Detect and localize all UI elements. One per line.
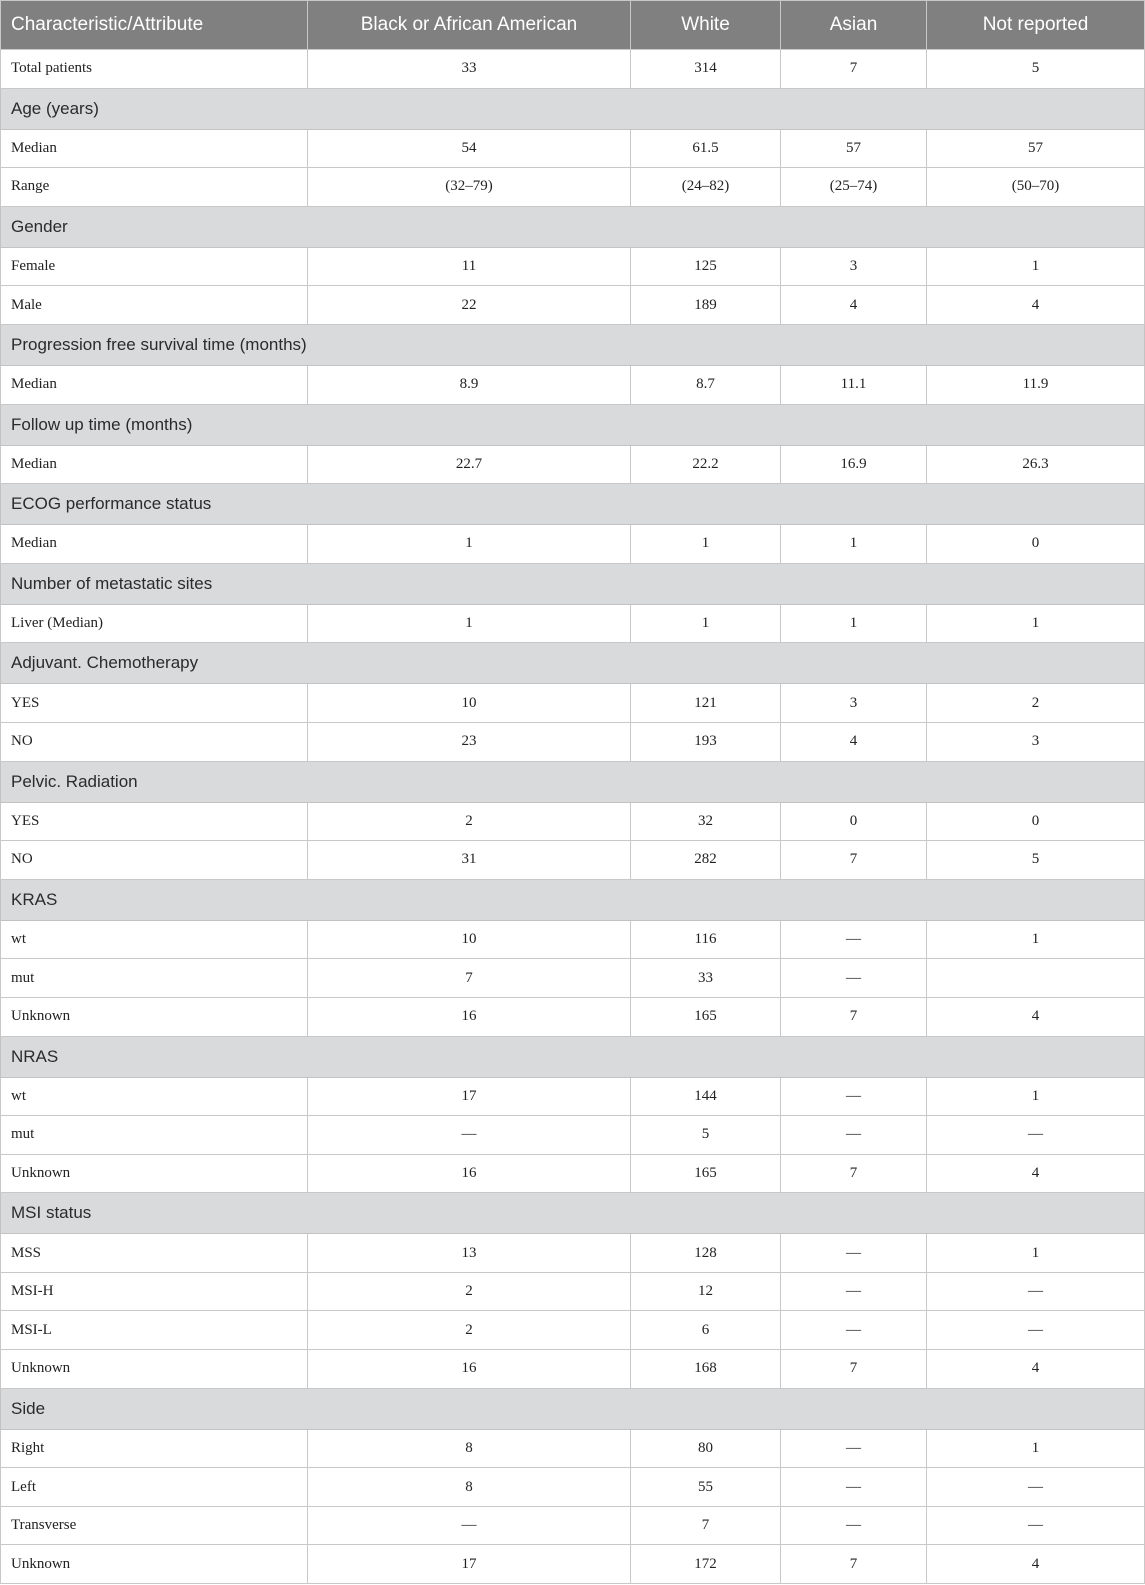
table-cell: 128 [631,1234,781,1273]
table-row [1,997,1145,1036]
table-cell: 31 [308,841,631,880]
table-cell: 16 [308,997,631,1036]
table-row [1,129,1145,168]
section-title: KRAS [1,879,1145,920]
table-cell: (50–70) [927,168,1145,207]
row-label: MSI-H [1,1272,308,1311]
row-label: YES [1,684,308,723]
section-header-row [1,404,1145,445]
table-cell: — [781,920,927,959]
table-cell: 4 [927,1350,1145,1389]
section-title: Gender [1,206,1145,247]
table-cell: — [781,959,927,998]
table-cell: 2 [308,1311,631,1350]
column-header: Black or African American [308,1,631,50]
table-row [1,684,1145,723]
row-label: Right [1,1429,308,1468]
table-cell: 168 [631,1350,781,1389]
row-label: Median [1,525,308,564]
row-label: Median [1,445,308,484]
table-cell: 17 [308,1545,631,1584]
row-label: MSS [1,1234,308,1273]
table-cell: — [781,1116,927,1155]
table-cell: — [781,1077,927,1116]
table-cell: 7 [781,1350,927,1389]
row-label: MSI-L [1,1311,308,1350]
table-cell: 16 [308,1154,631,1193]
table-cell: 282 [631,841,781,880]
table-cell: 2 [927,684,1145,723]
row-label: NO [1,841,308,880]
section-title: NRAS [1,1036,1145,1077]
table-cell: 8 [308,1429,631,1468]
table-cell: 32 [631,802,781,841]
table-row [1,1350,1145,1389]
table-cell: 7 [781,1545,927,1584]
table-row [1,1077,1145,1116]
table-cell: 0 [927,525,1145,564]
row-label: Female [1,247,308,286]
table-cell: 5 [927,841,1145,880]
table-row [1,1545,1145,1584]
row-label: wt [1,920,308,959]
table-cell: 5 [927,50,1145,89]
section-title: MSI status [1,1193,1145,1234]
section-title: Number of metastatic sites [1,563,1145,604]
table-cell: — [781,1429,927,1468]
row-label: Liver (Median) [1,604,308,643]
table-cell: 172 [631,1545,781,1584]
row-label: Median [1,129,308,168]
table-cell: — [308,1116,631,1155]
table-cell: 1 [631,525,781,564]
row-label: Left [1,1468,308,1507]
table-cell: 23 [308,722,631,761]
table-cell: 10 [308,684,631,723]
table-cell: 165 [631,997,781,1036]
table-cell: 125 [631,247,781,286]
table-cell: 1 [927,604,1145,643]
table-cell: 6 [631,1311,781,1350]
section-header-row [1,1193,1145,1234]
table-cell: 16 [308,1350,631,1389]
table-cell: 57 [927,129,1145,168]
table-row [1,1311,1145,1350]
section-header-row [1,324,1145,365]
table-cell: 10 [308,920,631,959]
column-header: Asian [781,1,927,50]
column-header: Not reported [927,1,1145,50]
table-cell: 1 [631,604,781,643]
table-cell: 8 [308,1468,631,1507]
table-cell: 165 [631,1154,781,1193]
table-cell: 116 [631,920,781,959]
row-label: wt [1,1077,308,1116]
table-cell: 7 [781,997,927,1036]
column-header: Characteristic/Attribute [1,1,308,50]
table-cell: 26.3 [927,445,1145,484]
table-row [1,50,1145,89]
row-label: Median [1,365,308,404]
section-header-row [1,1388,1145,1429]
table-cell: 0 [927,802,1145,841]
table-cell: 7 [781,841,927,880]
table-cell: 1 [781,604,927,643]
table-cell: 3 [781,684,927,723]
table-cell: 8.9 [308,365,631,404]
table-row [1,445,1145,484]
table-cell: 4 [927,286,1145,325]
table-cell: 1 [927,247,1145,286]
table-cell: 8.7 [631,365,781,404]
table-cell: 13 [308,1234,631,1273]
table-cell: 1 [308,525,631,564]
table-cell: 22.2 [631,445,781,484]
table-row [1,959,1145,998]
table-cell: 314 [631,50,781,89]
table-cell: 189 [631,286,781,325]
section-header-row [1,206,1145,247]
section-header-row [1,643,1145,684]
header-row [1,1,1145,50]
table-cell: 57 [781,129,927,168]
table-cell: 5 [631,1116,781,1155]
table-cell: — [781,1272,927,1311]
table-row [1,286,1145,325]
section-title: Age (years) [1,88,1145,129]
table-cell: 1 [781,525,927,564]
section-header-row [1,1036,1145,1077]
table-cell: 1 [927,1234,1145,1273]
table-cell: — [927,1116,1145,1155]
table-cell: — [781,1506,927,1545]
section-title: Adjuvant. Chemotherapy [1,643,1145,684]
table-cell: 7 [631,1506,781,1545]
table-row [1,604,1145,643]
table-row [1,1272,1145,1311]
row-label: NO [1,722,308,761]
section-title: Side [1,1388,1145,1429]
table-cell: 4 [927,1154,1145,1193]
table-cell: 4 [927,1545,1145,1584]
table-cell: 2 [308,1272,631,1311]
section-header-row [1,563,1145,604]
row-label: Unknown [1,997,308,1036]
section-header-row [1,484,1145,525]
section-title: Pelvic. Radiation [1,761,1145,802]
row-label: Range [1,168,308,207]
section-title: Progression free survival time (months) [1,324,1145,365]
table-cell: 7 [781,50,927,89]
row-label: Unknown [1,1545,308,1584]
table-cell: 33 [308,50,631,89]
table-cell: 16.9 [781,445,927,484]
column-header: White [631,1,781,50]
table-cell: 11.9 [927,365,1145,404]
table-cell: 1 [927,920,1145,959]
section-header-row [1,761,1145,802]
table-cell: — [927,1506,1145,1545]
table-cell: 1 [927,1077,1145,1116]
table-cell: 80 [631,1429,781,1468]
table-cell: (25–74) [781,168,927,207]
table-cell: 54 [308,129,631,168]
table-cell: — [781,1234,927,1273]
table-cell: (32–79) [308,168,631,207]
table-row [1,525,1145,564]
table-row [1,802,1145,841]
table-row [1,1234,1145,1273]
table-cell: 11 [308,247,631,286]
section-header-row [1,879,1145,920]
table-cell: (24–82) [631,168,781,207]
table-cell: 193 [631,722,781,761]
table-cell: — [927,1468,1145,1507]
table-cell: 3 [927,722,1145,761]
table-row [1,1429,1145,1468]
table-cell: 11.1 [781,365,927,404]
table-row [1,1468,1145,1507]
row-label: Transverse [1,1506,308,1545]
table-row [1,365,1145,404]
table-cell: 12 [631,1272,781,1311]
section-header-row [1,88,1145,129]
table-row [1,841,1145,880]
table-row [1,722,1145,761]
table-cell: — [927,1272,1145,1311]
row-label: mut [1,959,308,998]
table-row [1,1506,1145,1545]
table-cell: 1 [308,604,631,643]
table-row [1,1116,1145,1155]
table-cell: 22.7 [308,445,631,484]
table-cell: — [308,1506,631,1545]
table-row [1,920,1145,959]
table-cell: 17 [308,1077,631,1116]
table-cell: 144 [631,1077,781,1116]
row-label: YES [1,802,308,841]
row-label: Unknown [1,1154,308,1193]
table-row [1,247,1145,286]
table-cell [927,959,1145,998]
table-cell: 7 [781,1154,927,1193]
table-cell: 4 [927,997,1145,1036]
row-label: mut [1,1116,308,1155]
table-cell: — [781,1468,927,1507]
table-cell: 4 [781,722,927,761]
table-cell: 61.5 [631,129,781,168]
table-cell: 33 [631,959,781,998]
table-cell: 1 [927,1429,1145,1468]
table-cell: 4 [781,286,927,325]
row-label: Total patients [1,50,308,89]
table-cell: 3 [781,247,927,286]
table-cell: 7 [308,959,631,998]
table-cell: 2 [308,802,631,841]
row-label: Male [1,286,308,325]
table-cell: — [927,1311,1145,1350]
table-row [1,168,1145,207]
table-row [1,1154,1145,1193]
table-cell: 0 [781,802,927,841]
section-title: Follow up time (months) [1,404,1145,445]
table-cell: 121 [631,684,781,723]
table-cell: — [781,1311,927,1350]
table-cell: 22 [308,286,631,325]
row-label: Unknown [1,1350,308,1389]
section-title: ECOG performance status [1,484,1145,525]
table-cell: 55 [631,1468,781,1507]
